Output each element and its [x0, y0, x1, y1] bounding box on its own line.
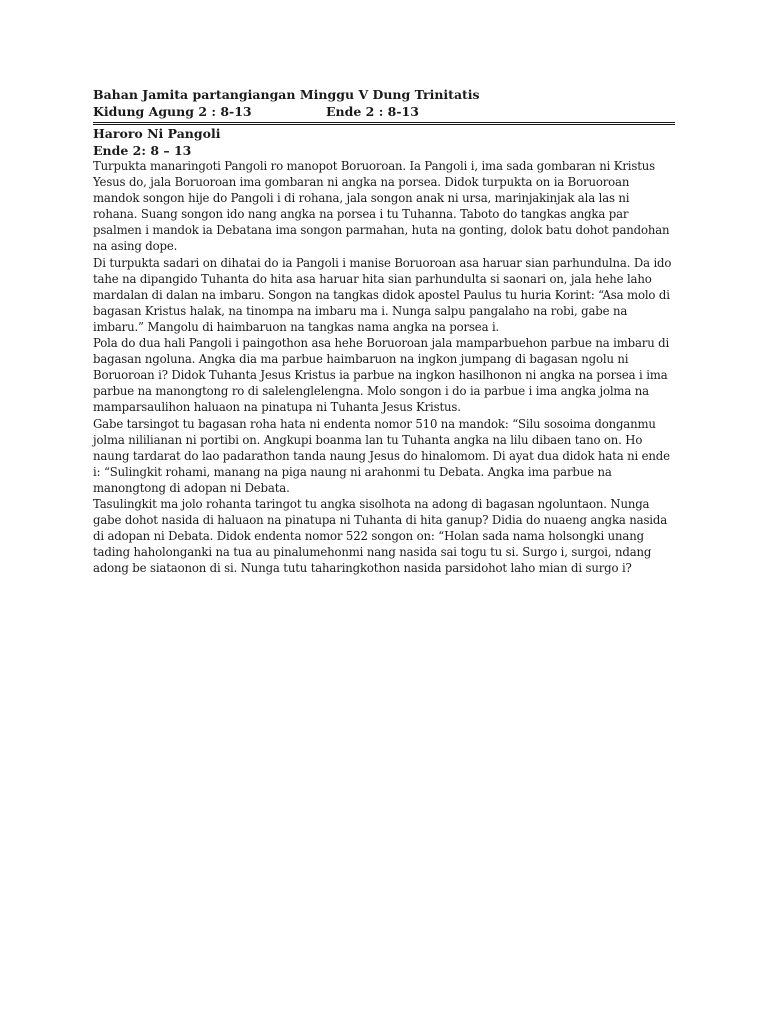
- body-text: [93, 158, 675, 576]
- document-page: [93, 86, 675, 576]
- paragraph: Gabe tarsingot tu bagasan roha hata ni endenta nomor 510 na mandok: “Silu sosoima donganmu jolma nililianan ni portibi on. Angkupi boanma lan tu Tuhanta angka na lilu dibaen tano on. Ho naung tardarat do lao padarathon tanda naung Jesus do hinalomom. Di ayat dua didok hata ni ende i: “Sulingkit rohami, manang na piga naung ni arahonmi tu Debata. Angka ima parbue na manongtong di adopan ni Debata.: [93, 416, 670, 495]
- section-title: Haroro Ni Pangoli: [93, 126, 221, 141]
- paragraph: Tasulingkit ma jolo rohanta taringot tu angka sisolhota na adong di bagasan ngoluntaon. Nunga gabe dohot nasida di haluaon na pinatupa ni Tuhanta di hita ganup? Didia do nuaeng angka nasida di adopan ni Debata. Didok endenta nomor 522 songon on: “Holan sada nama holsongki unang tading haholonganki na tua au pinalumehonmi nang nasida sai togu tu si. Surgo i, surgoi, ndang adong be siataonon di si. Nunga tutu taharingkothon nasida parsidohot laho mian di surgo i?: [93, 496, 668, 576]
- paragraph: Turpukta manaringoti Pangoli ro manopot Boruoroan. Ia Pangoli i, ima sada gombaran ni Kristus Yesus do, jala Boruoroan ima gombaran ni angka na porsea. Didok turpukta on ia Boruoroan mandok songon hije do Pangoli i di rohana, jala songon anak ni ursa, marinjakinjak ala las ni rohana. Suang songon ido nang angka na porsea i tu Tuhanna. Taboto do tangkas angka par psalmen i mandok ia Debatana ima songon parmahan, huta na gonting, dolok batu dohot pandohan na asing dope.: [93, 159, 670, 254]
- header-divider: [93, 122, 675, 125]
- section-subtitle: Ende 2: 8 – 13: [93, 142, 192, 158]
- reading-references: [93, 103, 675, 120]
- paragraph: Pola do dua hali Pangoli i paingothon asa hehe Boruoroan jala mamparbuehon parbue na imbaru di bagasan ngoluna. Angka dia ma parbue haimbaruon na ingkon jumpang di bagasan ngolu ni Boruoroan i? Didok Tuhanta Jesus Kristus ia parbue na ingkon hasilhonon ni angka na porsea i ima parbue na manongtong ro di salelenglelengna. Molo songon i do ia parbue i ima angka jolma na mamparsaulihon haluaon na pinatupa ni Tuhanta Jesus Kristus.: [93, 336, 670, 415]
- kidung-reference: Kidung Agung 2 : 8-13: [93, 104, 252, 119]
- document-title: Bahan Jamita partangiangan Minggu V Dung Trinitatis: [93, 87, 480, 102]
- paragraph: Di turpukta sadari on dihatai do ia Pangoli i manise Boruoroan asa haruar sian parhundulna. Da ido tahe na dipangido Tuhanta do hita asa haruar hita sian parhundulta si saonari on, jala hehe laho mardalan di dalan na imbaru. Songon na tangkas didok apostel Paulus tu huria Korint: “Asa molo di bagasan Kristus halak, na tinompa na imbaru ma i. Nunga salpu pangalaho na robi, gabe na imbaru.” Mangolu di haimbaruon na tangkas nama angka na porsea i.: [93, 255, 672, 334]
- ende-reference: Ende 2 : 8-13: [326, 104, 419, 119]
